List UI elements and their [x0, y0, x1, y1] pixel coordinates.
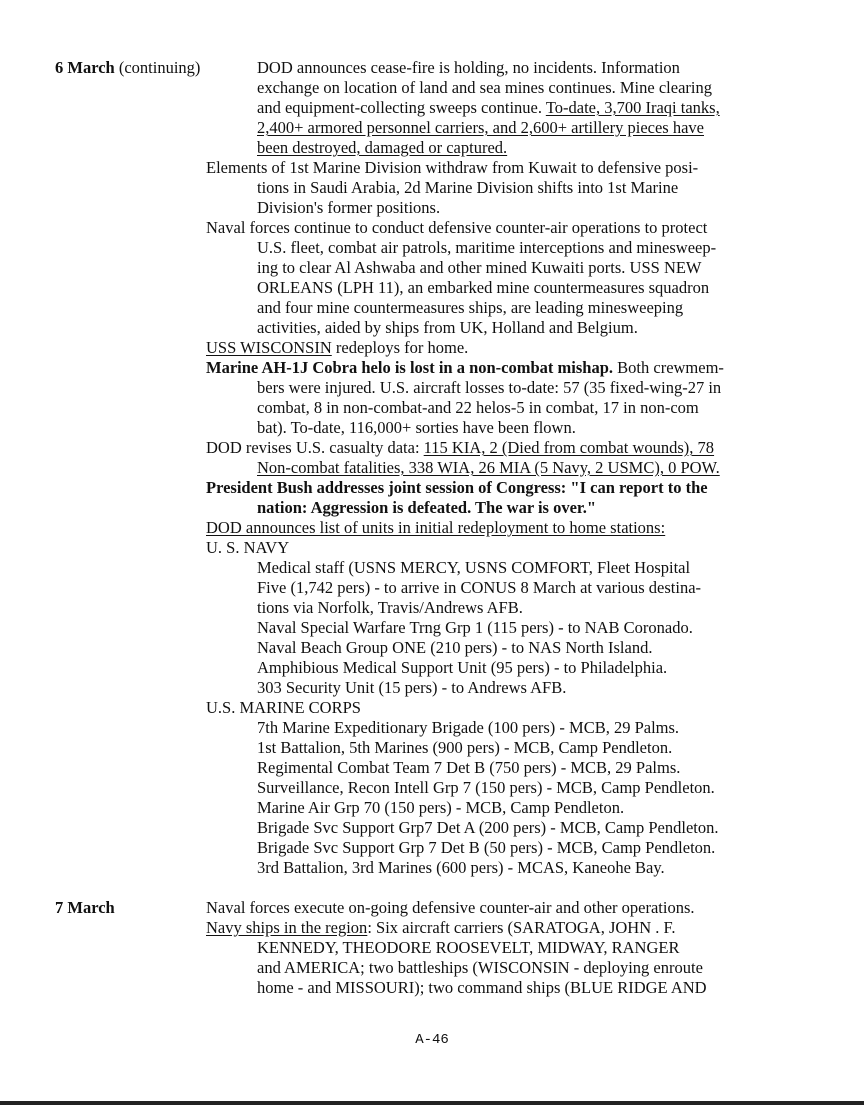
text-segment: Naval Beach Group ONE (210 pers) - to NAS North Island. — [257, 638, 653, 657]
text-line — [257, 958, 703, 978]
text-segment: tions in Saudi Arabia, 2d Marine Division shifts into 1st Marine — [257, 178, 679, 197]
text-segment: redeploys for home. — [331, 338, 469, 357]
text-segment: Elements of 1st Marine Division withdraw from Kuwait to defensive posi- — [206, 158, 699, 177]
text-segment: and equipment-collecting sweeps continue. — [257, 98, 546, 117]
date-text: 6 March — [55, 58, 115, 77]
text-line — [206, 918, 675, 938]
page-number: A-46 — [415, 1032, 449, 1048]
underlined-text: USS WISCONSIN — [206, 338, 332, 357]
bottom-rule — [0, 1101, 864, 1105]
text-segment: 3rd Battalion, 3rd Marines (600 pers) - MCAS, Kaneohe Bay. — [257, 858, 665, 877]
text-line — [257, 798, 624, 818]
text-segment: home - and MISSOURI); two command ships (BLUE RIDGE AND — [257, 978, 707, 997]
date-text: 7 March — [55, 898, 115, 917]
text-segment: 303 Security Unit (15 pers) - to Andrews AFB. — [257, 678, 567, 697]
text-segment: Naval forces execute on-going defensive counter-air and other operations. — [206, 898, 695, 917]
text-segment: DOD announces cease-fire is holding, no incidents. Information — [257, 58, 680, 77]
underlined-text: 115 KIA, 2 (Died from combat wounds), 78 — [423, 438, 715, 457]
text-segment: KENNEDY, THEODORE ROOSEVELT, MIDWAY, RANGER — [257, 938, 680, 957]
text-line — [257, 858, 665, 878]
text-line — [257, 378, 721, 398]
text-segment: exchange on location of land and sea mines continues. Mine clearing — [257, 78, 712, 97]
text-line — [206, 538, 289, 558]
text-segment: Medical staff (USNS MERCY, USNS COMFORT, Fleet Hospital — [257, 558, 691, 577]
text-line — [257, 138, 507, 158]
text-segment: and four mine countermeasures ships, are leading minesweeping — [257, 298, 684, 317]
text-line — [257, 658, 667, 678]
text-line — [257, 618, 693, 638]
text-segment: Surveillance, Recon Intell Grp 7 (150 pers) - MCB, Camp Pendleton. — [257, 778, 715, 797]
text-line — [257, 598, 523, 618]
text-segment: Division's former positions. — [257, 198, 441, 217]
underlined-text: Navy ships in the region — [206, 918, 368, 937]
date-note: (continuing) — [114, 58, 201, 77]
text-segment: U.S. fleet, combat air patrols, maritime interceptions and minesweep- — [257, 238, 717, 257]
bold-text: nation: Aggression is defeated. The war is over." — [257, 498, 597, 517]
text-segment: Naval forces continue to conduct defensive counter-air operations to protect — [206, 218, 708, 237]
text-segment: U.S. MARINE CORPS — [206, 698, 361, 717]
text-line — [257, 498, 596, 518]
text-line — [257, 458, 720, 478]
text-line — [257, 418, 576, 438]
text-line — [257, 938, 679, 958]
text-line — [257, 758, 680, 778]
text-line — [206, 218, 707, 238]
text-line — [206, 158, 698, 178]
text-line — [257, 398, 699, 418]
text-segment: Brigade Svc Support Grp7 Det A (200 pers) - MCB, Camp Pendleton. — [257, 818, 719, 837]
text-segment: 1st Battalion, 5th Marines (900 pers) - MCB, Camp Pendleton. — [257, 738, 673, 757]
underlined-text: Non-combat fatalities, 338 WIA, 26 MIA (5 Navy, 2 USMC), 0 POW. — [257, 458, 720, 477]
underlined-text: To-date, 3,700 Iraqi tanks, — [545, 98, 720, 117]
text-line — [257, 178, 678, 198]
text-segment: Amphibious Medical Support Unit (95 pers) - to Philadelphia. — [257, 658, 668, 677]
text-segment: activities, aided by ships from UK, Holland and Belgium. — [257, 318, 638, 337]
text-segment: DOD revises U.S. casualty data: — [206, 438, 424, 457]
text-segment: tions via Norfolk, Travis/Andrews AFB. — [257, 598, 523, 617]
text-line — [257, 738, 672, 758]
text-segment: bat). To-date, 116,000+ sorties have been flown. — [257, 418, 576, 437]
text-segment: : Six aircraft carriers (SARATOGA, JOHN . F. — [367, 918, 676, 937]
text-line — [257, 258, 702, 278]
text-segment: Naval Special Warfare Trng Grp 1 (115 pers) - to NAB Coronado. — [257, 618, 693, 637]
underlined-text: DOD announces list of units in initial redeployment to home stations: — [206, 518, 666, 537]
text-line — [206, 898, 695, 918]
bold-text: President Bush addresses joint session of Congress: "I can report to the — [206, 478, 708, 497]
date-label — [55, 58, 200, 78]
text-line — [206, 438, 714, 458]
text-line — [257, 318, 638, 338]
text-segment: Regimental Combat Team 7 Det B (750 pers) - MCB, 29 Palms. — [257, 758, 681, 777]
text-line — [257, 778, 715, 798]
text-line — [206, 478, 708, 498]
text-segment: U. S. NAVY — [206, 538, 290, 557]
text-segment: and AMERICA; two battleships (WISCONSIN - deploying enroute — [257, 958, 703, 977]
text-line — [206, 698, 361, 718]
date-label — [55, 898, 115, 918]
text-line — [257, 558, 690, 578]
text-line — [257, 718, 679, 738]
text-line — [257, 98, 720, 118]
text-segment: ORLEANS (LPH 11), an embarked mine countermeasures squadron — [257, 278, 710, 297]
text-line — [257, 678, 566, 698]
text-line — [257, 58, 680, 78]
text-line — [257, 278, 709, 298]
text-segment: Five (1,742 pers) - to arrive in CONUS 8 March at various destina- — [257, 578, 702, 597]
text-segment: Both crewmem- — [613, 358, 724, 377]
text-line — [257, 638, 652, 658]
text-line — [206, 358, 724, 378]
text-line — [257, 978, 707, 998]
text-segment: bers were injured. U.S. aircraft losses to-date: 57 (35 fixed-wing-27 in — [257, 378, 722, 397]
text-line — [257, 198, 440, 218]
text-line — [257, 578, 701, 598]
text-line — [257, 238, 716, 258]
text-segment: Marine Air Grp 70 (150 pers) - MCB, Camp Pendleton. — [257, 798, 625, 817]
bold-text: Marine AH-1J Cobra helo is lost in a non-combat mishap. — [206, 358, 614, 377]
text-line — [257, 838, 715, 858]
text-line — [206, 338, 468, 358]
text-line — [257, 298, 683, 318]
text-line — [257, 118, 704, 138]
underlined-text: 2,400+ armored personnel carriers, and 2,600+ artillery pieces have — [257, 118, 704, 137]
text-line — [206, 518, 665, 538]
text-segment: combat, 8 in non-combat-and 22 helos-5 in combat, 17 in non-com — [257, 398, 699, 417]
text-segment: Brigade Svc Support Grp 7 Det B (50 pers) - MCB, Camp Pendleton. — [257, 838, 716, 857]
text-segment: ing to clear Al Ashwaba and other mined Kuwaiti ports. USS NEW — [257, 258, 702, 277]
text-line — [257, 78, 712, 98]
underlined-text: been destroyed, damaged or captured. — [257, 138, 508, 157]
text-line — [257, 818, 719, 838]
text-segment: 7th Marine Expeditionary Brigade (100 pers) - MCB, 29 Palms. — [257, 718, 680, 737]
